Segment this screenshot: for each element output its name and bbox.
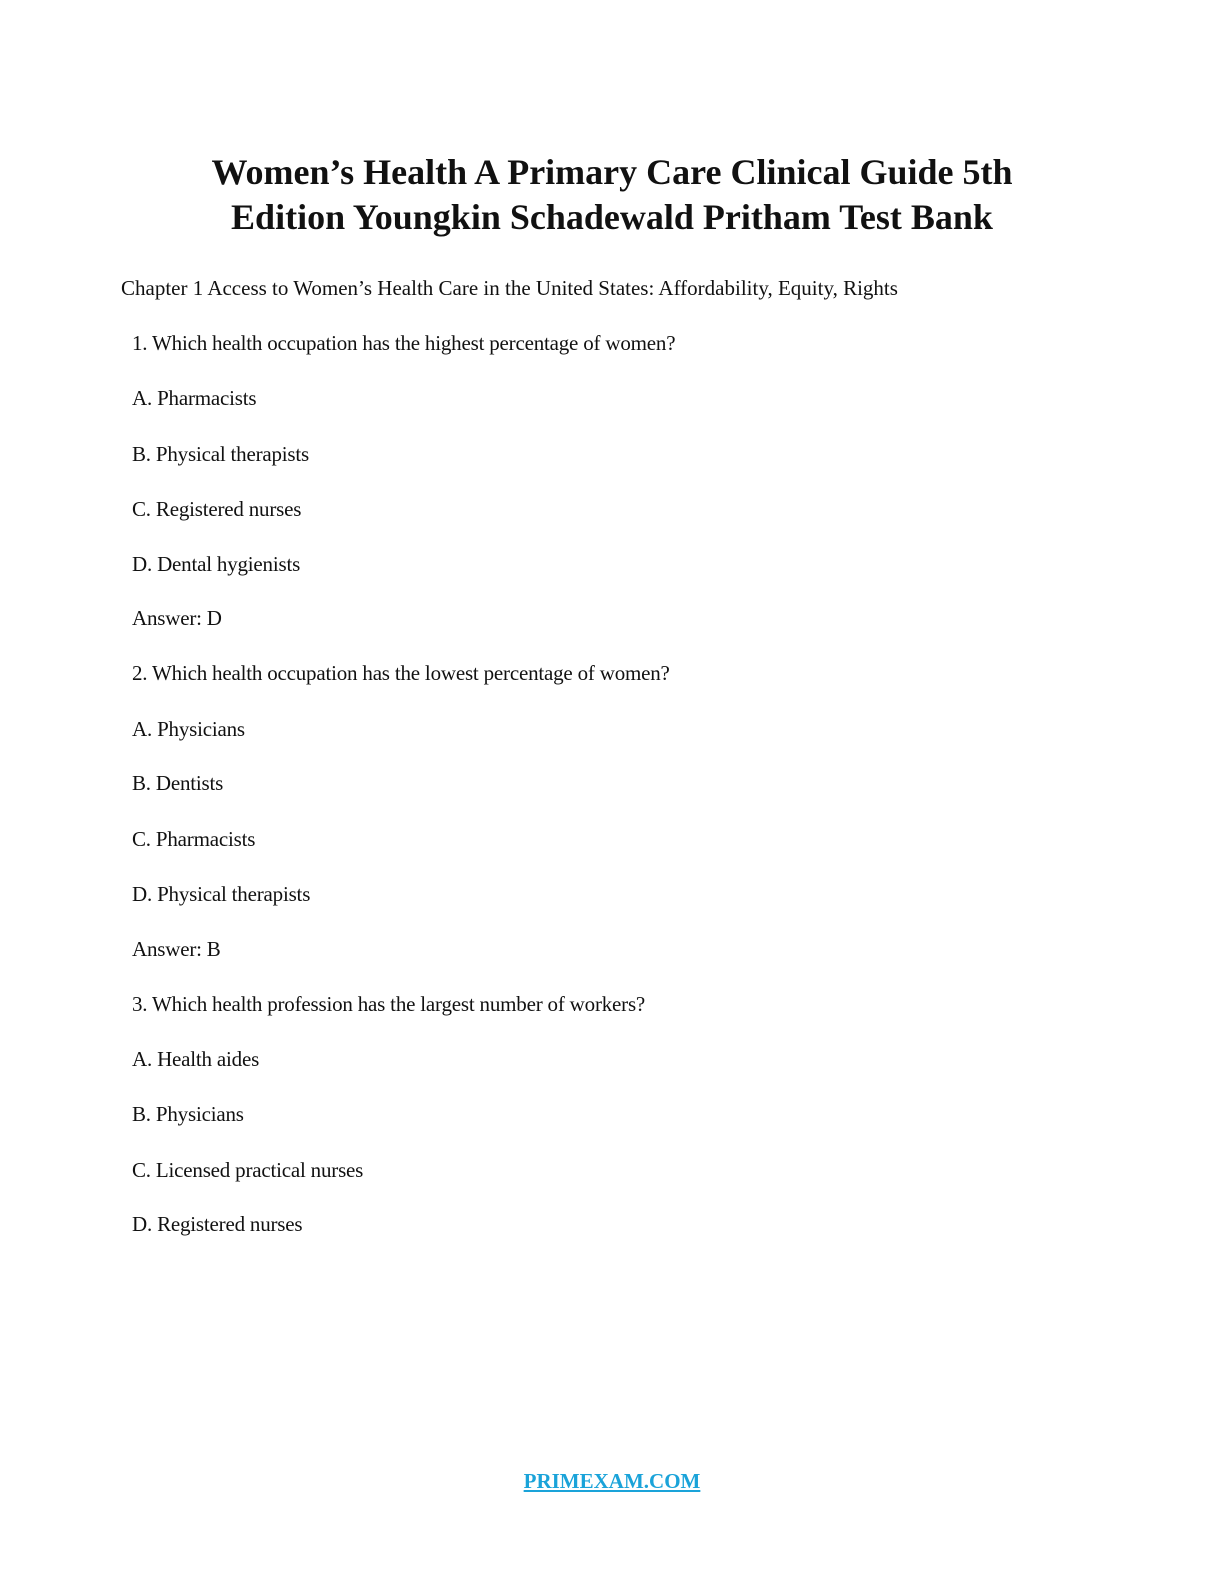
question-2-option-d: D. Physical therapists — [132, 882, 311, 906]
question-2-answer: Answer: B — [132, 937, 221, 961]
question-2: 2. Which health occupation has the lowest percentage of women? — [132, 661, 670, 685]
question-3-option-a: A. Health aides — [132, 1047, 260, 1071]
title-line-2: Edition Youngkin Schadewald Pritham Test Bank — [231, 197, 993, 237]
question-2-option-a: A. Physicians — [132, 717, 245, 741]
question-1-option-d: D. Dental hygienists — [132, 552, 301, 576]
question-2-option-b: B. Dentists — [132, 771, 224, 795]
question-1-option-b: B. Physical therapists — [132, 442, 310, 466]
question-3: 3. Which health profession has the largest number of workers? — [132, 992, 646, 1016]
question-3-option-b: B. Physicians — [132, 1102, 244, 1126]
chapter-heading: Chapter 1 Access to Women’s Health Care in the United States: Affordability, Equity, Rights — [121, 276, 898, 300]
primexam-link[interactable]: PRIMEXAM.COM — [523, 1469, 701, 1493]
question-3-option-d: D. Registered nurses — [132, 1212, 303, 1236]
title-line-1: Women’s Health A Primary Care Clinical Guide 5th — [211, 152, 1013, 192]
question-1-answer: Answer: D — [132, 606, 222, 630]
question-1-option-c: C. Registered nurses — [132, 497, 302, 521]
question-1-option-a: A. Pharmacists — [132, 386, 257, 410]
question-2-option-c: C. Pharmacists — [132, 827, 256, 851]
question-3-option-c: C. Licensed practical nurses — [132, 1158, 364, 1182]
footer — [0, 1467, 1224, 1495]
document-title — [0, 150, 1224, 240]
question-1: 1. Which health occupation has the highest percentage of women? — [132, 331, 676, 355]
